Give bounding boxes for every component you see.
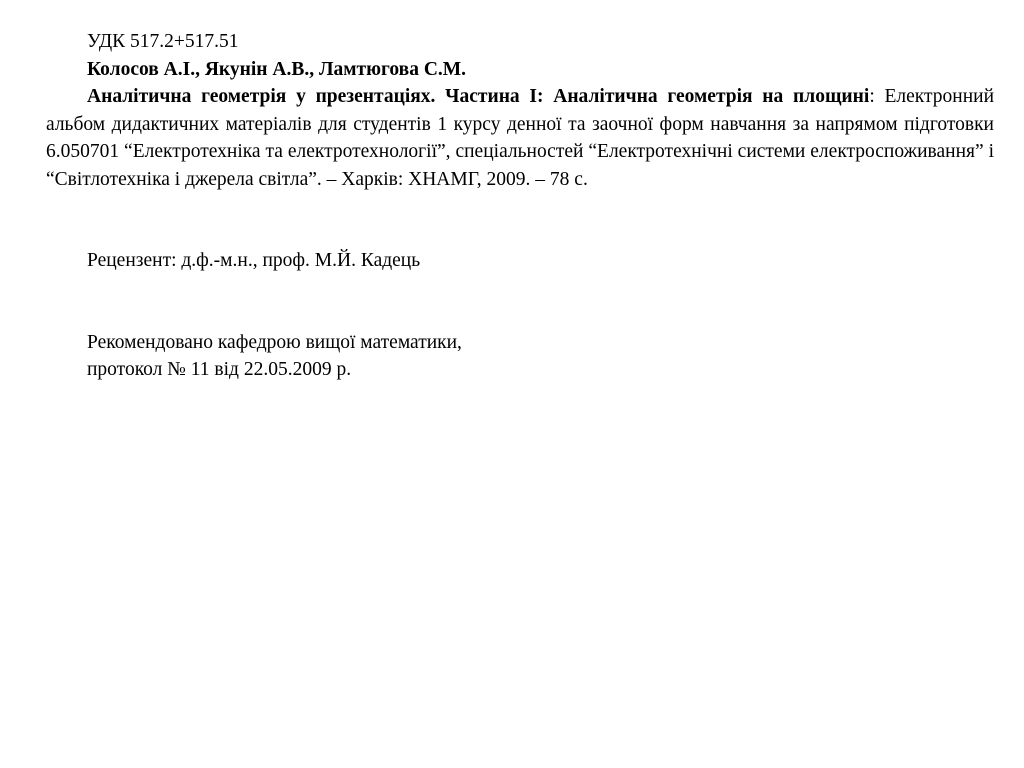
- udk-line: УДК 517.2+517.51: [87, 31, 239, 52]
- document-page: [46, 28, 994, 384]
- protocol-line: протокол № 11 від 22.05.2009 р.: [87, 359, 352, 380]
- authors-line: Колосов А.І., Якунін А.В., Ламтюгова С.М.: [87, 58, 467, 80]
- reviewer-line: Рецензент: д.ф.-м.н., проф. М.Й. Кадець: [87, 250, 421, 271]
- book-title: Аналітична геометрія у презентаціях. Частина I: Аналітична геометрія на площині: [87, 86, 870, 107]
- bibliographic-description: [46, 83, 994, 193]
- recommended-line: Рекомендовано кафедрою вищої математики,: [87, 331, 462, 353]
- spacer: [46, 193, 994, 247]
- spacer: [46, 275, 994, 329]
- book-description: : Електронний альбом дидактичних матеріалів для студентів 1 курсу денної та заочної форм навчання за напрямом підготовки 6.050701 “Електротехніка та електротехнології”, спеціальностей “Електротехнічні системи електроспоживання” і “Світлотехніка і джерела світла”. – Харків: ХНАМГ, 2009. – 78 с.: [46, 86, 995, 190]
